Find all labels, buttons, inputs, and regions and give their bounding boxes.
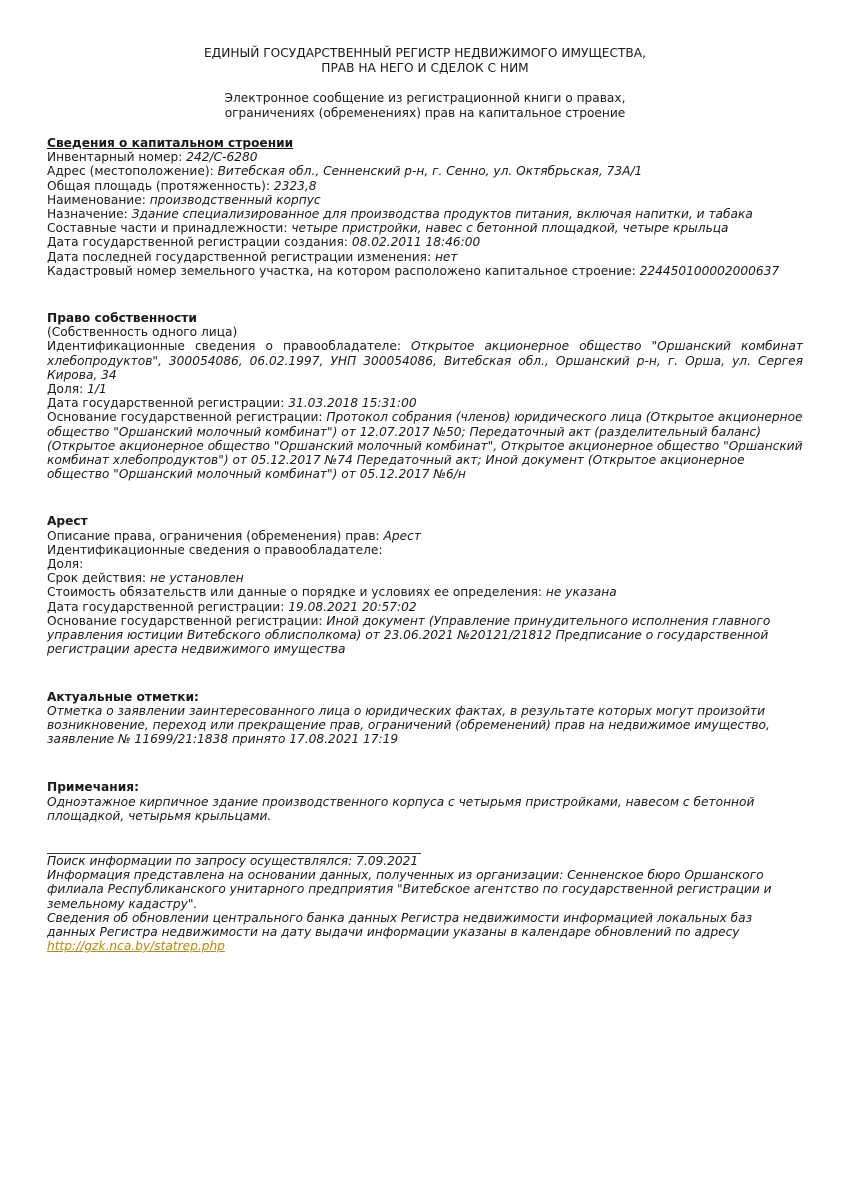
arrest-basis-row [47, 614, 803, 657]
ownership-section [47, 311, 803, 481]
arrest-basis-value: Иной документ (Управление принудительного исполнения главного управления юстиции Витебского облисполкома) от 23.06.2021 №20121/21812 Предписание о государственной регистрации ареста недвижимого имущества [47, 613, 771, 657]
building-row-label: Составные части и принадлежности: [47, 221, 292, 236]
arrest-desc-label: Описание права, ограничения (обременения) прав: [47, 528, 384, 543]
arrest-holder-label: Идентификационные сведения о правообладателе: [47, 542, 383, 557]
ownership-basis-value: Протокол собрания (членов) юридического лица (Открытое акционерное общество "Оршанский молочный комбинат") от 12.07.2017 №50; Передаточный акт (разделительный баланс) (Открытое акционерное общество "Оршанский молочный комбинат", Открытое акционерное общество "Оршанский комбинат хлебопродуктов") от 05.12.2017 №74 Передаточный акт; Иной документ (Открытое акционерное общество "Оршанский молочный комбинат") от 05.12.2017 №6/н [47, 410, 803, 482]
document-page [47, 0, 803, 953]
registry-calendar-link[interactable]: http://gzk.nca.by/statrep.php [47, 939, 225, 954]
building-row-label: Дата последней государственной регистрации изменения: [47, 249, 435, 264]
message-subtitle [47, 91, 803, 121]
ownership-holder-value: Открытое акционерное общество "Оршанский комбинат хлебопродуктов", 300054086, 06.02.1997, УНП 300054086, Витебская обл., Оршанский р-н, г. Орша, ул. Сергея Кирова, 34 [47, 339, 803, 382]
ownership-section-title: Право собственности [47, 311, 197, 326]
building-row [47, 193, 803, 207]
building-row-value: нет [434, 249, 458, 264]
footer [47, 854, 803, 953]
building-row-label: Адрес (местоположение): [47, 164, 218, 179]
building-row-label: Дата государственной регистрации создания: [47, 235, 352, 250]
building-row [47, 179, 803, 193]
arrest-basis-label: Основание государственной регистрации: [47, 613, 327, 628]
arrest-date-row [47, 600, 803, 614]
arrest-desc-value: Арест [383, 528, 421, 543]
building-row-value: 242/C-6280 [186, 150, 258, 165]
arrest-section [47, 514, 803, 656]
building-row-label: Общая площадь (протяженность): [47, 178, 274, 193]
ownership-share-label: Доля: [47, 382, 88, 397]
ownership-holder-label: Идентификационные сведения о правообладателе: [47, 339, 411, 354]
ownership-date-label: Дата государственной регистрации: [47, 396, 289, 411]
arrest-date-label: Дата государственной регистрации: [47, 599, 289, 614]
marks-section-title: Актуальные отметки: [47, 689, 199, 704]
ownership-share-row [47, 382, 803, 396]
building-row [47, 164, 803, 178]
ownership-date-value: 31.03.2018 15:31:00 [288, 396, 417, 411]
footer-search-date: Поиск информации по запросу осуществлялся: 7.09.2021 [47, 853, 419, 868]
building-row [47, 221, 803, 235]
marks-text: Отметка о заявлении заинтересованного лица о юридических фактах, в результате которых могут произойти возникновение, переход или прекращение прав, ограничений (обременений) прав на недвижимое имущество, заявление № 11699/21:1838 принято 17.08.2021 17:19 [47, 703, 770, 747]
building-row-label: Инвентарный номер: [47, 150, 187, 165]
arrest-cost-row [47, 585, 803, 599]
notes-section-title: Примечания: [47, 780, 139, 795]
ownership-basis-row [47, 410, 803, 481]
message-subtitle-line-2: ограничениях (обременениях) прав на капитальное строение [224, 106, 626, 120]
building-row-value: производственный корпус [149, 192, 321, 207]
arrest-desc-row [47, 529, 803, 543]
arrest-term-value: не установлен [150, 571, 244, 586]
ownership-share-value: 1/1 [87, 382, 107, 397]
building-row-label: Кадастровый номер земельного участка, на котором расположено капитальное строение: [47, 263, 640, 278]
building-row-label: Наименование: [47, 192, 150, 207]
building-row-value: Витебская обл., Сенненский р-н, г. Сенно, ул. Октябрьская, 73А/1 [217, 164, 643, 179]
building-section-title: Сведения о капитальном строении [47, 136, 294, 150]
register-title-line-2: ПРАВ НА НЕГО И СДЕЛОК С НИМ [321, 61, 529, 75]
ownership-basis-label: Основание государственной регистрации: [47, 410, 327, 425]
building-row-value: четыре пристройки, навес с бетонной площадкой, четыре крыльца [291, 221, 729, 236]
building-row [47, 250, 803, 264]
arrest-date-value: 19.08.2021 20:57:02 [288, 599, 417, 614]
notes-section [47, 780, 803, 823]
building-row [47, 264, 803, 278]
notes-text: Одноэтажное кирпичное здание производственного корпуса с четырьмя пристройками, навесом с бетонной площадкой, четырьмя крыльцами. [47, 794, 755, 823]
register-title-line-1: ЕДИНЫЙ ГОСУДАРСТВЕННЫЙ РЕГИСТР НЕДВИЖИМОГО ИМУЩЕСТВА, [203, 46, 647, 60]
message-subtitle-line-1: Электронное сообщение из регистрационной книги о правах, [224, 91, 626, 105]
building-row-value: 224450100002000637 [639, 263, 780, 278]
arrest-term-row [47, 571, 803, 585]
building-row-label: Назначение: [47, 207, 132, 222]
building-section [47, 136, 803, 278]
ownership-date-row [47, 396, 803, 410]
building-row [47, 150, 803, 164]
footer-update-info: Сведения об обновлении центрального банка данных Регистра недвижимости информацией локальных баз данных Регистра недвижимости на дату выдачи информации указаны в календаре обновлений по адресу [47, 910, 753, 939]
ownership-type: (Собственность одного лица) [47, 325, 238, 340]
arrest-term-label: Срок действия: [47, 571, 150, 586]
building-row-value: 08.02.2011 18:46:00 [351, 235, 481, 250]
building-row [47, 235, 803, 249]
footer-source: Информация представлена на основании данных, полученных из организации: Сенненское бюро Оршанского филиала Республиканского унитарного предприятия "Витебское агентство по государственной регистрации и земельному кадастру". [47, 868, 772, 911]
arrest-cost-value: не указана [545, 585, 617, 600]
building-row-value: Здание специализированное для производства продуктов питания, включая напитки, и табака [131, 207, 753, 222]
building-rows [47, 150, 803, 278]
building-row-value: 2323,8 [273, 178, 317, 193]
arrest-section-title: Арест [47, 514, 88, 529]
document-header [47, 46, 803, 121]
arrest-cost-label: Стоимость обязательств или данные о порядке и условиях ее определения: [47, 585, 546, 600]
arrest-share-label: Доля: [47, 557, 84, 572]
register-title [47, 46, 803, 76]
building-row [47, 207, 803, 221]
ownership-holder-row [47, 339, 803, 382]
marks-section [47, 690, 803, 747]
